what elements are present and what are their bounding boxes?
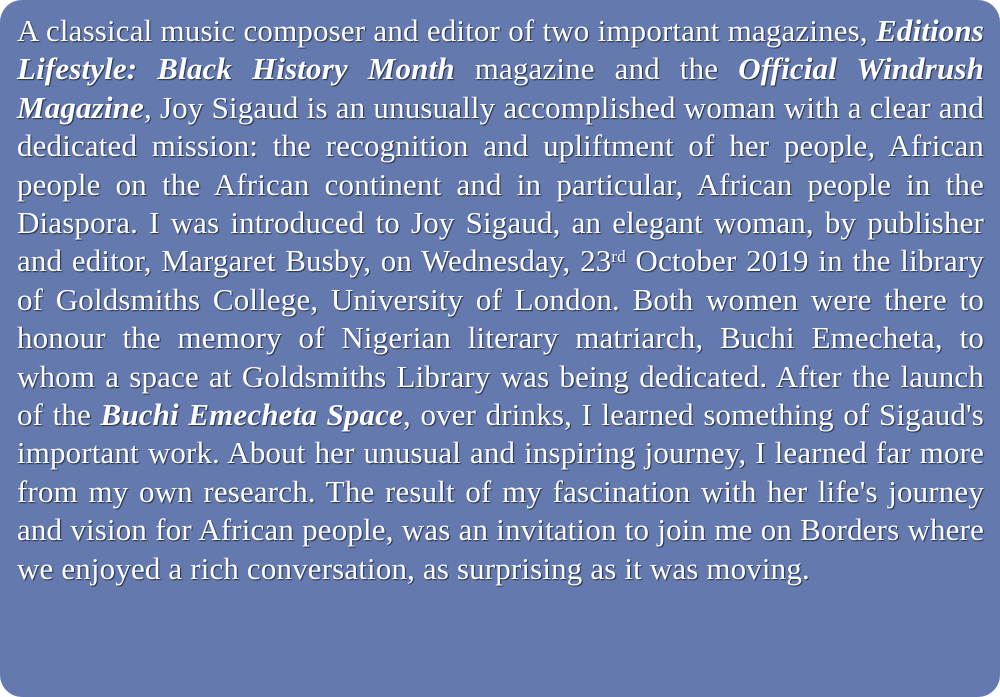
article-text-segment: magazine and the [454, 51, 739, 87]
article-text-segment: , Joy Sigaud is an unusually accomplished woman with a clear and dedicated mission: the recognition and upliftment of her people, African people on the African continent and in particular, African people in the Diaspora. I was introduced to Joy Sigaud, an elegant woman, by publisher and editor, Margaret Busby, on Wednesday, 23 [17, 89, 984, 279]
ordinal-suffix: rd [611, 247, 626, 267]
article-paragraph [17, 12, 984, 588]
magazine-title-official-windrush: Official Windrush Magazine [17, 51, 984, 125]
article-text-segment: , over drinks, I learned something of Sigaud's important work. About her unusual and inspiring journey, I learned far more from my own research. The result of my fascination with her life's journey and vision for African people, was an invitation to join me on Borders where we enjoyed a rich conversation, as surprising as it was moving. [17, 397, 984, 586]
buchi-emecheta-space-title: Buchi Emecheta Space [100, 397, 404, 433]
article-text-segment: A classical music composer and editor of two important magazines, [17, 13, 876, 48]
article-text-segment: October 2019 in the library of Goldsmiths College, University of London. Both women were there to honour the memory of Nigerian literary matriarch, Buchi Emecheta, to whom a space at Goldsmiths Library was being dedicated. After the launch of the [17, 243, 984, 433]
magazine-title-editions-lifestyle: Editions Lifestyle: Black History Month [17, 13, 984, 87]
